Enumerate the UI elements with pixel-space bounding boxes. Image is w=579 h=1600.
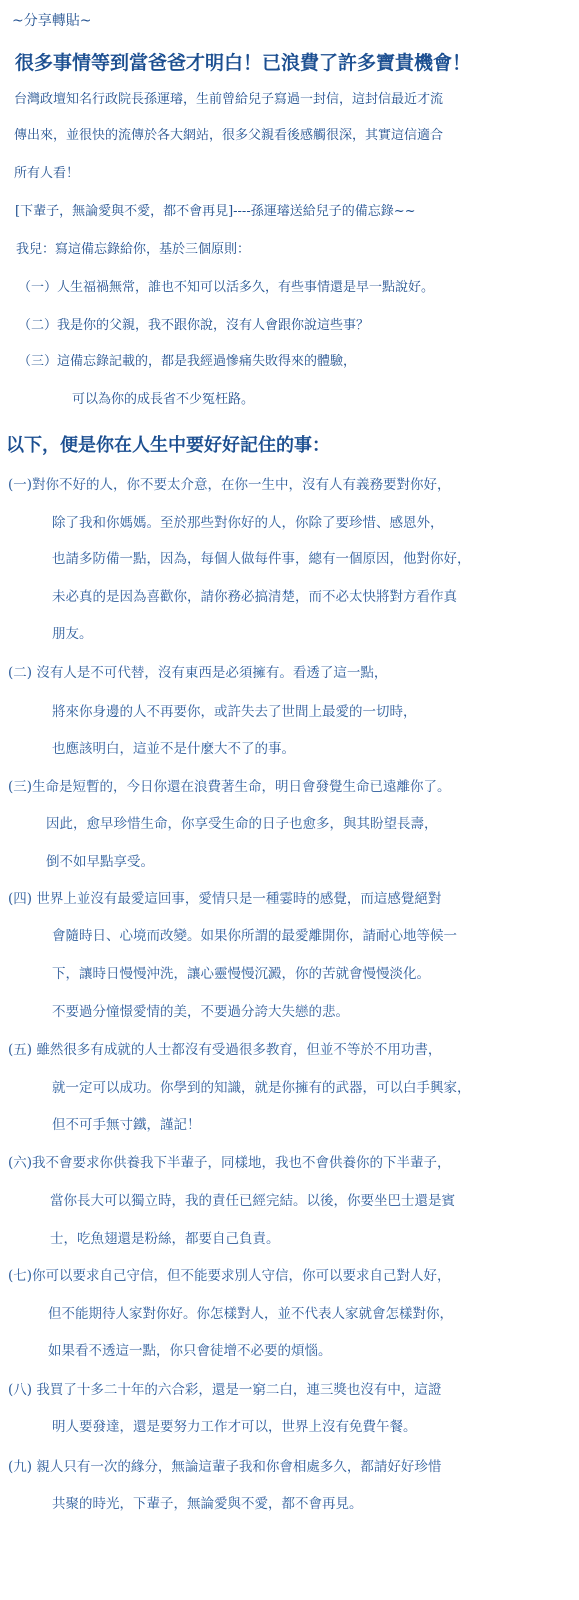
lesson-item: 將來你身邊的人不再要你，或許失去了世間上最愛的一切時， xyxy=(52,704,417,720)
lesson-item: 也應該明白，這並不是什麼大不了的事。 xyxy=(52,741,295,757)
lesson-item: 也請多防備一點，因為，每個人做每件事，總有一個原因，他對你好， xyxy=(52,551,471,567)
intro-line: 傳出來，並很快的流傳於各大網站，很多父親看後感觸很深，其實這信適合 xyxy=(14,128,444,143)
lesson-item: (八) 我買了十多二十年的六合彩，還是一窮二白，連三獎也沒有中，這證 xyxy=(8,1382,442,1398)
lesson-item: 但不能期待人家對你好。你怎樣對人，並不代表人家就會怎樣對你， xyxy=(48,1306,453,1322)
page-title: 很多事情等到當爸爸才明白！已浪費了許多寶貴機會！ xyxy=(15,52,472,74)
lesson-item: (六)我不會要求你供養我下半輩子，同樣地，我也不會供養你的下半輩子， xyxy=(8,1155,451,1171)
lesson-item: 除了我和你媽媽。至於那些對你好的人，你除了要珍惜、感恩外， xyxy=(52,515,444,531)
lesson-item: (三)生命是短暫的，今日你還在浪費著生命，明日會發覺生命已遠離你了。 xyxy=(8,779,451,795)
lesson-item: (五) 雖然很多有成就的人士都沒有受過很多教育，但並不等於不用功書， xyxy=(8,1042,442,1058)
lesson-item: (九) 親人只有一次的緣分，無論這輩子我和你會相處多久，都請好好珍惜 xyxy=(8,1459,442,1475)
lesson-item: (二) 沒有人是不可代替，沒有東西是必須擁有。看透了這一點， xyxy=(8,665,388,681)
principle-item: （一）人生福禍無常，誰也不知可以活多久，有些事情還是早一點說好。 xyxy=(18,280,435,295)
lesson-item: 如果看不透這一點，你只會徒增不必要的煩惱。 xyxy=(48,1343,332,1359)
memo-subtitle: [下輩子，無論愛與不愛，都不會再見]----孫運璿送給兒子的備忘錄~~ xyxy=(15,204,416,219)
lesson-item: 就一定可以成功。你學到的知識，就是你擁有的武器，可以白手興家， xyxy=(52,1080,471,1096)
intro-line: 台灣政壇知名行政院長孫運璿，生前曾給兒子寫過一封信，這封信最近才流 xyxy=(14,92,444,107)
intro-line: 所有人看！ xyxy=(14,166,80,181)
lesson-item: 當你長大可以獨立時，我的責任已經完結。以後，你要坐巴士還是賓 xyxy=(50,1193,455,1209)
memo-greeting: 我兒：寫這備忘錄給你，基於三個原則： xyxy=(16,242,251,257)
lesson-item: 倒不如早點享受。 xyxy=(46,854,154,870)
lesson-item: 因此，愈早珍惜生命，你享受生命的日子也愈多，與其盼望長壽， xyxy=(46,816,438,832)
lesson-item: 未必真的是因為喜歡你，請你務必搞清楚，而不必太快將對方看作真 xyxy=(52,589,457,605)
lesson-item: 不要過分憧憬愛情的美，不要過分誇大失戀的悲。 xyxy=(52,1004,349,1020)
lesson-item: (一)對你不好的人，你不要太介意，在你一生中，沒有人有義務要對你好， xyxy=(8,477,451,493)
lesson-item: 共聚的時光，下輩子，無論愛與不愛，都不會再見。 xyxy=(52,1496,363,1512)
lesson-item: 會隨時日、心境而改變。如果你所謂的最愛離開你，請耐心地等候一 xyxy=(52,928,457,944)
lesson-item: 士，吃魚翅還是粉絲，都要自己負責。 xyxy=(50,1231,280,1247)
share-label: ~分享轉貼~ xyxy=(12,13,92,29)
lesson-item: (四) 世界上並沒有最愛這回事，愛情只是一種霎時的感覺，而這感覺絕對 xyxy=(8,891,442,907)
principle-item: （三）這備忘錄記載的，都是我經過慘痛失敗得來的體驗， xyxy=(18,354,357,369)
lesson-item: 但不可手無寸鐵，謹記！ xyxy=(52,1117,201,1133)
principle-item: （二）我是你的父親，我不跟你說，沒有人會跟你說這些事？ xyxy=(18,318,370,333)
principle-item-continued: 可以為你的成長省不少冤枉路。 xyxy=(72,392,255,407)
lesson-item: 下，讓時日慢慢沖洗，讓心靈慢慢沉澱，你的苦就會慢慢淡化。 xyxy=(52,966,430,982)
lesson-item: (七)你可以要求自己守信，但不能要求別人守信，你可以要求自己對人好， xyxy=(8,1268,451,1284)
lesson-item: 朋友。 xyxy=(52,626,93,642)
section-title: 以下，便是你在人生中要好好記住的事： xyxy=(6,435,330,456)
lesson-item: 明人要發達，還是要努力工作才可以，世界上沒有免費午餐。 xyxy=(52,1419,417,1435)
